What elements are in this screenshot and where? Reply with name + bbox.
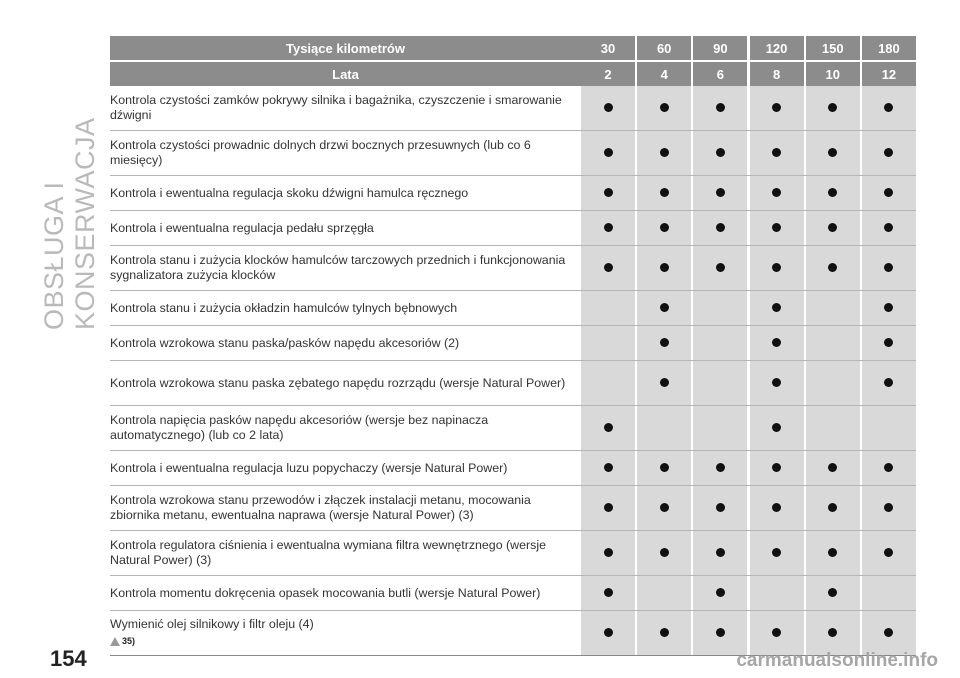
required-dot-icon (884, 103, 893, 112)
interval-cell (581, 486, 635, 531)
task-text: Kontrola wzrokowa stanu paska zębatego napędu rozrządu (wersje Natural Power) (110, 375, 566, 390)
interval-cell (750, 246, 804, 291)
interval-cell (862, 326, 916, 361)
interval-cell (750, 576, 804, 611)
task-text: Kontrola wzrokowa stanu przewodów i złączek instalacji metanu, mocowania zbiornika metanu, ewentualna naprawa (wersje Natural Power) (3) (110, 493, 531, 522)
task-text: Kontrola stanu i zużycia okładzin hamulców tylnych bębnowych (110, 300, 458, 315)
interval-cell (693, 361, 747, 406)
required-dot-icon (828, 223, 837, 232)
required-dot-icon (884, 223, 893, 232)
required-dot-icon (716, 548, 725, 557)
task-description (110, 611, 581, 656)
table-row (110, 451, 916, 486)
interval-cell (806, 451, 860, 486)
required-dot-icon (884, 303, 893, 312)
required-dot-icon (604, 223, 613, 232)
required-dot-icon (772, 338, 781, 347)
task-description (110, 211, 581, 246)
interval-cell (637, 176, 691, 211)
interval-cell (693, 326, 747, 361)
km-value: 180 (862, 36, 916, 62)
required-dot-icon (716, 463, 725, 472)
interval-cell (637, 531, 691, 576)
table-row (110, 86, 916, 131)
interval-cell (862, 531, 916, 576)
required-dot-icon (660, 303, 669, 312)
interval-cell (581, 211, 635, 246)
km-header-label: Tysiące kilometrów (110, 36, 581, 62)
required-dot-icon (884, 628, 893, 637)
interval-cell (581, 86, 635, 131)
required-dot-icon (772, 148, 781, 157)
required-dot-icon (716, 503, 725, 512)
interval-cell (693, 86, 747, 131)
interval-cell (862, 361, 916, 406)
required-dot-icon (828, 103, 837, 112)
interval-cell (862, 131, 916, 176)
interval-cell (750, 406, 804, 451)
table-row (110, 176, 916, 211)
table-row (110, 576, 916, 611)
interval-cell (862, 211, 916, 246)
interval-cell (806, 361, 860, 406)
required-dot-icon (604, 148, 613, 157)
task-description (110, 291, 581, 326)
task-description (110, 131, 581, 176)
interval-cell (693, 576, 747, 611)
required-dot-icon (772, 503, 781, 512)
required-dot-icon (604, 548, 613, 557)
km-value: 120 (750, 36, 804, 62)
interval-cell (693, 291, 747, 326)
required-dot-icon (716, 588, 725, 597)
km-value: 60 (637, 36, 691, 62)
interval-cell (750, 451, 804, 486)
interval-cell (806, 291, 860, 326)
interval-cell (862, 451, 916, 486)
interval-cell (637, 291, 691, 326)
task-text: Kontrola czystości zamków pokrywy silnika i bagażnika, czyszczenie i smarowanie dźwigni (110, 93, 562, 122)
warning-note (110, 634, 573, 649)
header-row-years (110, 62, 916, 86)
task-text: Kontrola stanu i zużycia klocków hamulców tarczowych przednich i funkcjonowania sygnalizatora zużycia klocków (110, 253, 566, 282)
required-dot-icon (772, 303, 781, 312)
interval-cell (750, 176, 804, 211)
required-dot-icon (772, 103, 781, 112)
required-dot-icon (772, 628, 781, 637)
task-description (110, 406, 581, 451)
interval-cell (693, 211, 747, 246)
required-dot-icon (604, 188, 613, 197)
interval-cell (581, 246, 635, 291)
task-description (110, 531, 581, 576)
required-dot-icon (884, 503, 893, 512)
header-row-km (110, 36, 916, 62)
required-dot-icon (604, 423, 613, 432)
task-description (110, 326, 581, 361)
required-dot-icon (604, 263, 613, 272)
note-reference: 35) (122, 636, 136, 647)
schedule-body (110, 86, 916, 656)
years-value: 10 (806, 62, 860, 86)
required-dot-icon (884, 263, 893, 272)
task-text: Kontrola i ewentualna regulacja luzu popychaczy (wersje Natural Power) (110, 460, 508, 475)
interval-cell (750, 531, 804, 576)
task-text: Kontrola czystości prowadnic dolnych drzwi bocznych przesuwnych (lub co 6 miesięcy) (110, 138, 531, 167)
required-dot-icon (660, 628, 669, 637)
required-dot-icon (828, 503, 837, 512)
years-value: 6 (693, 62, 747, 86)
watermark: carmanualsonline.info (736, 650, 938, 671)
required-dot-icon (884, 378, 893, 387)
required-dot-icon (772, 423, 781, 432)
years-value: 2 (581, 62, 635, 86)
interval-cell (806, 211, 860, 246)
task-description (110, 486, 581, 531)
task-description (110, 451, 581, 486)
table-row (110, 361, 916, 406)
required-dot-icon (828, 263, 837, 272)
required-dot-icon (828, 588, 837, 597)
required-dot-icon (716, 263, 725, 272)
interval-cell (581, 451, 635, 486)
interval-cell (806, 86, 860, 131)
page-number: 154 (50, 646, 87, 671)
interval-cell (581, 326, 635, 361)
interval-cell (637, 131, 691, 176)
table-row (110, 211, 916, 246)
interval-cell (581, 576, 635, 611)
required-dot-icon (772, 463, 781, 472)
task-text: Kontrola wzrokowa stanu paska/pasków napędu akcesoriów (2) (110, 335, 460, 350)
required-dot-icon (660, 503, 669, 512)
interval-cell (637, 211, 691, 246)
interval-cell (806, 531, 860, 576)
required-dot-icon (772, 188, 781, 197)
interval-cell (581, 531, 635, 576)
required-dot-icon (716, 103, 725, 112)
interval-cell (750, 326, 804, 361)
required-dot-icon (716, 188, 725, 197)
interval-cell (806, 576, 860, 611)
required-dot-icon (660, 463, 669, 472)
required-dot-icon (828, 188, 837, 197)
interval-cell (693, 451, 747, 486)
interval-cell (637, 361, 691, 406)
interval-cell (637, 576, 691, 611)
task-description (110, 246, 581, 291)
interval-cell (806, 326, 860, 361)
required-dot-icon (660, 188, 669, 197)
interval-cell (693, 246, 747, 291)
required-dot-icon (772, 548, 781, 557)
required-dot-icon (716, 628, 725, 637)
years-value: 8 (750, 62, 804, 86)
interval-cell (862, 406, 916, 451)
required-dot-icon (660, 223, 669, 232)
task-description (110, 576, 581, 611)
interval-cell (693, 176, 747, 211)
interval-cell (581, 291, 635, 326)
required-dot-icon (604, 588, 613, 597)
interval-cell (862, 486, 916, 531)
interval-cell (806, 131, 860, 176)
required-dot-icon (660, 548, 669, 557)
required-dot-icon (828, 463, 837, 472)
interval-cell (750, 291, 804, 326)
required-dot-icon (828, 548, 837, 557)
required-dot-icon (884, 548, 893, 557)
section-title: OBSŁUGA I KONSERWACJA (39, 117, 100, 330)
table-row (110, 486, 916, 531)
interval-cell (581, 361, 635, 406)
required-dot-icon (604, 103, 613, 112)
interval-cell (806, 246, 860, 291)
task-description (110, 86, 581, 131)
task-text: Wymienić olej silnikowy i filtr oleju (4) (110, 616, 314, 631)
interval-cell (581, 176, 635, 211)
interval-cell (581, 406, 635, 451)
table-row (110, 131, 916, 176)
task-text: Kontrola i ewentualna regulacja pedału sprzęgła (110, 220, 374, 235)
interval-cell (750, 211, 804, 246)
interval-cell (637, 451, 691, 486)
km-value: 30 (581, 36, 635, 62)
km-value: 90 (693, 36, 747, 62)
table-row (110, 406, 916, 451)
required-dot-icon (772, 378, 781, 387)
interval-cell (806, 486, 860, 531)
interval-cell (637, 326, 691, 361)
required-dot-icon (660, 338, 669, 347)
task-text: Kontrola regulatora ciśnienia i ewentualna wymiana filtra wewnętrznego (wersje Natural Power) (3) (110, 538, 546, 567)
interval-cell (750, 361, 804, 406)
maintenance-schedule-table (110, 36, 916, 656)
interval-cell (581, 131, 635, 176)
interval-cell (693, 486, 747, 531)
required-dot-icon (716, 148, 725, 157)
task-text: Kontrola napięcia pasków napędu akcesoriów (wersje bez napinacza automatycznego) (lub co 2 lata) (110, 413, 489, 442)
required-dot-icon (660, 148, 669, 157)
years-header-label: Lata (110, 62, 581, 86)
required-dot-icon (884, 148, 893, 157)
table-row (110, 246, 916, 291)
interval-cell (637, 86, 691, 131)
required-dot-icon (828, 148, 837, 157)
table-row (110, 326, 916, 361)
interval-cell (693, 531, 747, 576)
task-text: Kontrola momentu dokręcenia opasek mocowania butli (wersje Natural Power) (110, 585, 541, 600)
km-value: 150 (806, 36, 860, 62)
interval-cell (750, 86, 804, 131)
interval-cell (750, 486, 804, 531)
interval-cell (581, 611, 635, 656)
required-dot-icon (604, 503, 613, 512)
required-dot-icon (884, 338, 893, 347)
required-dot-icon (772, 223, 781, 232)
required-dot-icon (828, 628, 837, 637)
required-dot-icon (884, 188, 893, 197)
interval-cell (806, 176, 860, 211)
required-dot-icon (716, 223, 725, 232)
table-row (110, 531, 916, 576)
interval-cell (862, 176, 916, 211)
interval-cell (693, 406, 747, 451)
required-dot-icon (604, 463, 613, 472)
task-description (110, 176, 581, 211)
required-dot-icon (660, 263, 669, 272)
interval-cell (637, 611, 691, 656)
required-dot-icon (604, 628, 613, 637)
required-dot-icon (772, 263, 781, 272)
years-value: 4 (637, 62, 691, 86)
interval-cell (637, 246, 691, 291)
required-dot-icon (884, 463, 893, 472)
years-value: 12 (862, 62, 916, 86)
table-row (110, 291, 916, 326)
interval-cell (862, 291, 916, 326)
required-dot-icon (660, 378, 669, 387)
task-text: Kontrola i ewentualna regulacja skoku dźwigni hamulca ręcznego (110, 185, 469, 200)
interval-cell (862, 576, 916, 611)
interval-cell (806, 406, 860, 451)
task-description (110, 361, 581, 406)
required-dot-icon (660, 103, 669, 112)
interval-cell (862, 246, 916, 291)
interval-cell (637, 486, 691, 531)
warning-triangle-icon (110, 637, 120, 646)
interval-cell (862, 86, 916, 131)
interval-cell (637, 406, 691, 451)
interval-cell (750, 131, 804, 176)
interval-cell (693, 131, 747, 176)
